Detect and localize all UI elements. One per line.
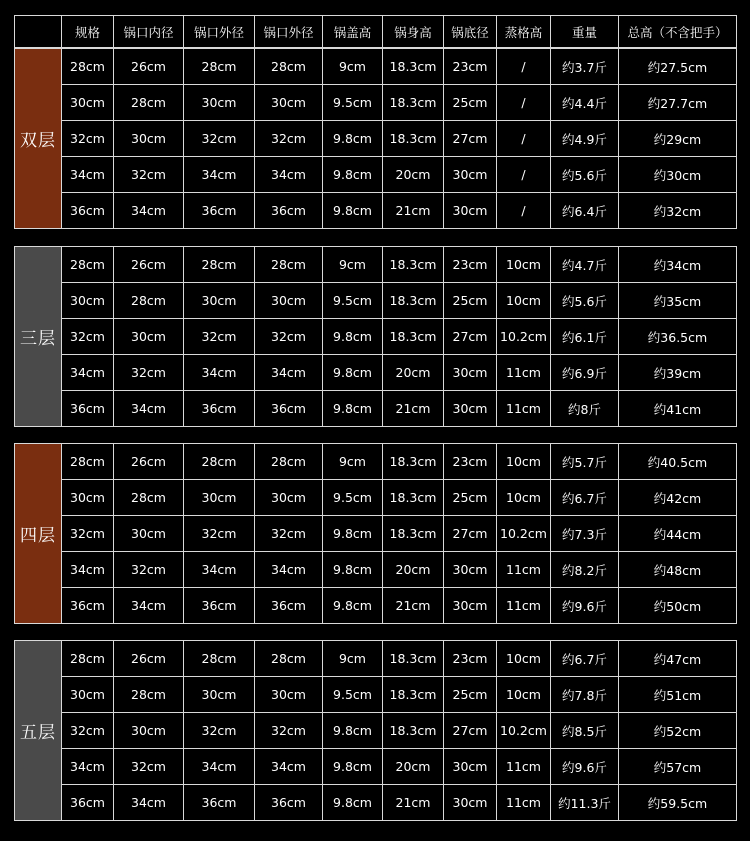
cell-base-diameter: 30cm [444, 552, 497, 588]
cell-base-diameter: 25cm [444, 283, 497, 319]
cell-weight: 约8.2斤 [551, 552, 619, 588]
cell-outer-diameter-2: 32cm [255, 319, 323, 355]
cell-steamer-height: 11cm [497, 552, 551, 588]
cell-inner-diameter: 32cm [114, 355, 184, 391]
cell-outer-diameter-2: 28cm [255, 247, 323, 283]
table-row [15, 749, 737, 785]
cell-base-diameter: 27cm [444, 516, 497, 552]
cell-steamer-height: 10.2cm [497, 319, 551, 355]
cell-outer-diameter: 34cm [184, 355, 255, 391]
cell-inner-diameter: 34cm [114, 588, 184, 624]
cell-outer-diameter: 30cm [184, 677, 255, 713]
cell-spec: 32cm [62, 516, 114, 552]
cell-weight: 约9.6斤 [551, 749, 619, 785]
cell-outer-diameter: 32cm [184, 713, 255, 749]
cell-base-diameter: 30cm [444, 391, 497, 427]
table-row [15, 552, 737, 588]
cell-weight: 约4.4斤 [551, 85, 619, 121]
cell-steamer-height: 10cm [497, 283, 551, 319]
cell-body-height: 21cm [383, 588, 444, 624]
cell-outer-diameter-2: 36cm [255, 785, 323, 821]
cell-body-height: 18.3cm [383, 283, 444, 319]
cell-body-height: 18.3cm [383, 247, 444, 283]
table-row [15, 480, 737, 516]
cell-spec: 28cm [62, 49, 114, 85]
cell-base-diameter: 25cm [444, 85, 497, 121]
header-outer-diameter: 锅口外径 [184, 16, 255, 48]
cell-base-diameter: 25cm [444, 677, 497, 713]
cell-weight: 约11.3斤 [551, 785, 619, 821]
cell-steamer-height: 10.2cm [497, 516, 551, 552]
header-corner [15, 16, 62, 48]
cell-outer-diameter-2: 36cm [255, 391, 323, 427]
cell-spec: 28cm [62, 247, 114, 283]
cell-total-height: 约27.5cm [619, 49, 737, 85]
header-lid-height: 锅盖高 [323, 16, 383, 48]
cell-lid-height: 9.8cm [323, 157, 383, 193]
cell-base-diameter: 27cm [444, 713, 497, 749]
cell-weight: 约6.7斤 [551, 480, 619, 516]
cell-body-height: 20cm [383, 355, 444, 391]
cell-body-height: 18.3cm [383, 49, 444, 85]
cell-body-height: 21cm [383, 193, 444, 229]
cell-total-height: 约39cm [619, 355, 737, 391]
table-row [15, 713, 737, 749]
cell-total-height: 约44cm [619, 516, 737, 552]
cell-lid-height: 9cm [323, 641, 383, 677]
cell-weight: 约8斤 [551, 391, 619, 427]
cell-base-diameter: 27cm [444, 121, 497, 157]
cell-lid-height: 9.8cm [323, 391, 383, 427]
cell-base-diameter: 23cm [444, 444, 497, 480]
header-spec: 规格 [62, 16, 114, 48]
cell-spec: 36cm [62, 785, 114, 821]
spec-group-table [14, 246, 737, 427]
cell-total-height: 约40.5cm [619, 444, 737, 480]
cell-spec: 30cm [62, 85, 114, 121]
cell-outer-diameter: 28cm [184, 444, 255, 480]
cell-outer-diameter-2: 28cm [255, 49, 323, 85]
cell-outer-diameter-2: 28cm [255, 444, 323, 480]
cell-outer-diameter: 30cm [184, 283, 255, 319]
table-row [15, 785, 737, 821]
cell-steamer-height: 10cm [497, 641, 551, 677]
cell-outer-diameter: 34cm [184, 157, 255, 193]
header-outer-diameter-2: 锅口外径 [255, 16, 323, 48]
cell-outer-diameter: 34cm [184, 552, 255, 588]
header-inner-diameter: 锅口内径 [114, 16, 184, 48]
cell-lid-height: 9.5cm [323, 480, 383, 516]
cell-lid-height: 9.8cm [323, 785, 383, 821]
cell-steamer-height: / [497, 157, 551, 193]
cell-total-height: 约34cm [619, 247, 737, 283]
cell-inner-diameter: 26cm [114, 247, 184, 283]
cell-inner-diameter: 32cm [114, 552, 184, 588]
group-label: 五层 [15, 641, 62, 821]
group-label: 三层 [15, 247, 62, 427]
cell-total-height: 约50cm [619, 588, 737, 624]
cell-body-height: 18.3cm [383, 713, 444, 749]
cell-inner-diameter: 34cm [114, 391, 184, 427]
cell-total-height: 约47cm [619, 641, 737, 677]
cell-steamer-height: 11cm [497, 588, 551, 624]
cell-outer-diameter-2: 30cm [255, 677, 323, 713]
cell-outer-diameter-2: 34cm [255, 552, 323, 588]
header-body-height: 锅身高 [383, 16, 444, 48]
cell-lid-height: 9.8cm [323, 552, 383, 588]
cell-inner-diameter: 30cm [114, 319, 184, 355]
cell-total-height: 约36.5cm [619, 319, 737, 355]
cell-inner-diameter: 26cm [114, 49, 184, 85]
cell-base-diameter: 27cm [444, 319, 497, 355]
cell-outer-diameter-2: 28cm [255, 641, 323, 677]
group-label: 双层 [15, 49, 62, 229]
header-base-diameter: 锅底径 [444, 16, 497, 48]
cell-inner-diameter: 32cm [114, 749, 184, 785]
cell-spec: 36cm [62, 588, 114, 624]
cell-steamer-height: 11cm [497, 749, 551, 785]
cell-outer-diameter-2: 30cm [255, 283, 323, 319]
cell-body-height: 21cm [383, 391, 444, 427]
cell-outer-diameter: 28cm [184, 49, 255, 85]
cell-lid-height: 9.8cm [323, 588, 383, 624]
cell-inner-diameter: 30cm [114, 713, 184, 749]
cell-outer-diameter-2: 36cm [255, 193, 323, 229]
cell-outer-diameter-2: 32cm [255, 516, 323, 552]
cell-spec: 28cm [62, 444, 114, 480]
cell-steamer-height: / [497, 49, 551, 85]
cell-steamer-height: / [497, 85, 551, 121]
table-row [15, 283, 737, 319]
spec-table-header [14, 15, 737, 48]
cell-base-diameter: 30cm [444, 588, 497, 624]
cell-base-diameter: 30cm [444, 355, 497, 391]
cell-weight: 约6.7斤 [551, 641, 619, 677]
cell-lid-height: 9.5cm [323, 283, 383, 319]
header-row [15, 16, 737, 48]
cell-steamer-height: 10cm [497, 247, 551, 283]
cell-inner-diameter: 28cm [114, 85, 184, 121]
cell-lid-height: 9.5cm [323, 677, 383, 713]
cell-inner-diameter: 34cm [114, 785, 184, 821]
cell-body-height: 20cm [383, 552, 444, 588]
table-row [15, 641, 737, 677]
cell-total-height: 约52cm [619, 713, 737, 749]
cell-steamer-height: / [497, 193, 551, 229]
cell-steamer-height: / [497, 121, 551, 157]
cell-weight: 约6.4斤 [551, 193, 619, 229]
table-row [15, 319, 737, 355]
cell-total-height: 约51cm [619, 677, 737, 713]
cell-steamer-height: 10.2cm [497, 713, 551, 749]
cell-outer-diameter: 28cm [184, 247, 255, 283]
table-row [15, 355, 737, 391]
cell-body-height: 18.3cm [383, 641, 444, 677]
cell-spec: 34cm [62, 355, 114, 391]
cell-outer-diameter: 36cm [184, 193, 255, 229]
cell-base-diameter: 23cm [444, 247, 497, 283]
cell-lid-height: 9.8cm [323, 749, 383, 785]
cell-spec: 28cm [62, 641, 114, 677]
cell-body-height: 18.3cm [383, 444, 444, 480]
cell-weight: 约7.8斤 [551, 677, 619, 713]
cell-base-diameter: 30cm [444, 193, 497, 229]
table-row [15, 85, 737, 121]
cell-outer-diameter-2: 34cm [255, 355, 323, 391]
table-row [15, 516, 737, 552]
cell-inner-diameter: 32cm [114, 157, 184, 193]
cell-inner-diameter: 30cm [114, 516, 184, 552]
cell-steamer-height: 11cm [497, 785, 551, 821]
cell-lid-height: 9.5cm [323, 85, 383, 121]
cell-spec: 36cm [62, 391, 114, 427]
cell-spec: 32cm [62, 713, 114, 749]
spec-group-table [14, 443, 737, 624]
cell-weight: 约8.5斤 [551, 713, 619, 749]
cell-lid-height: 9.8cm [323, 713, 383, 749]
cell-inner-diameter: 28cm [114, 677, 184, 713]
cell-outer-diameter: 32cm [184, 319, 255, 355]
cell-outer-diameter: 36cm [184, 391, 255, 427]
cell-inner-diameter: 26cm [114, 641, 184, 677]
cell-weight: 约7.3斤 [551, 516, 619, 552]
cell-spec: 34cm [62, 749, 114, 785]
cell-total-height: 约27.7cm [619, 85, 737, 121]
spec-group-table [14, 48, 737, 229]
cell-steamer-height: 10cm [497, 444, 551, 480]
cell-inner-diameter: 28cm [114, 283, 184, 319]
header-steamer-height: 蒸格高 [497, 16, 551, 48]
cell-spec: 36cm [62, 193, 114, 229]
cell-outer-diameter: 28cm [184, 641, 255, 677]
cell-spec: 32cm [62, 121, 114, 157]
spec-group-table [14, 640, 737, 821]
cell-outer-diameter-2: 34cm [255, 157, 323, 193]
cell-outer-diameter-2: 30cm [255, 480, 323, 516]
cell-total-height: 约57cm [619, 749, 737, 785]
cell-weight: 约6.1斤 [551, 319, 619, 355]
cell-outer-diameter: 32cm [184, 121, 255, 157]
cell-lid-height: 9.8cm [323, 193, 383, 229]
cell-body-height: 18.3cm [383, 319, 444, 355]
cell-outer-diameter-2: 34cm [255, 749, 323, 785]
cell-steamer-height: 10cm [497, 480, 551, 516]
cell-weight: 约4.9斤 [551, 121, 619, 157]
cell-body-height: 18.3cm [383, 677, 444, 713]
cell-lid-height: 9.8cm [323, 516, 383, 552]
cell-body-height: 20cm [383, 749, 444, 785]
cell-base-diameter: 23cm [444, 49, 497, 85]
cell-weight: 约5.6斤 [551, 157, 619, 193]
cell-body-height: 20cm [383, 157, 444, 193]
cell-weight: 约3.7斤 [551, 49, 619, 85]
cell-spec: 30cm [62, 480, 114, 516]
cell-base-diameter: 25cm [444, 480, 497, 516]
cell-lid-height: 9.8cm [323, 355, 383, 391]
cell-steamer-height: 11cm [497, 391, 551, 427]
cell-inner-diameter: 26cm [114, 444, 184, 480]
cell-spec: 30cm [62, 283, 114, 319]
cell-weight: 约4.7斤 [551, 247, 619, 283]
cell-body-height: 18.3cm [383, 121, 444, 157]
cell-total-height: 约32cm [619, 193, 737, 229]
cell-outer-diameter: 36cm [184, 588, 255, 624]
cell-outer-diameter-2: 36cm [255, 588, 323, 624]
table-row [15, 157, 737, 193]
cell-weight: 约6.9斤 [551, 355, 619, 391]
cell-outer-diameter: 30cm [184, 480, 255, 516]
cell-base-diameter: 30cm [444, 749, 497, 785]
cell-spec: 32cm [62, 319, 114, 355]
cell-outer-diameter: 34cm [184, 749, 255, 785]
cell-steamer-height: 10cm [497, 677, 551, 713]
cell-outer-diameter-2: 32cm [255, 713, 323, 749]
cell-total-height: 约41cm [619, 391, 737, 427]
group-label: 四层 [15, 444, 62, 624]
cell-total-height: 约30cm [619, 157, 737, 193]
cell-outer-diameter: 36cm [184, 785, 255, 821]
cell-spec: 30cm [62, 677, 114, 713]
cell-lid-height: 9cm [323, 49, 383, 85]
cell-body-height: 18.3cm [383, 480, 444, 516]
cell-base-diameter: 23cm [444, 641, 497, 677]
cell-outer-diameter-2: 32cm [255, 121, 323, 157]
cell-total-height: 约42cm [619, 480, 737, 516]
cell-inner-diameter: 28cm [114, 480, 184, 516]
table-row [15, 391, 737, 427]
cell-inner-diameter: 34cm [114, 193, 184, 229]
cell-lid-height: 9cm [323, 247, 383, 283]
cell-total-height: 约35cm [619, 283, 737, 319]
cell-outer-diameter: 32cm [184, 516, 255, 552]
cell-lid-height: 9.8cm [323, 319, 383, 355]
cell-weight: 约5.7斤 [551, 444, 619, 480]
table-row [15, 193, 737, 229]
cell-spec: 34cm [62, 157, 114, 193]
cell-base-diameter: 30cm [444, 157, 497, 193]
cell-weight: 约9.6斤 [551, 588, 619, 624]
cell-total-height: 约48cm [619, 552, 737, 588]
table-row [15, 444, 737, 480]
cell-outer-diameter-2: 30cm [255, 85, 323, 121]
cell-body-height: 21cm [383, 785, 444, 821]
table-row [15, 49, 737, 85]
header-weight: 重量 [551, 16, 619, 48]
cell-inner-diameter: 30cm [114, 121, 184, 157]
cell-lid-height: 9.8cm [323, 121, 383, 157]
table-row [15, 677, 737, 713]
cell-weight: 约5.6斤 [551, 283, 619, 319]
cell-base-diameter: 30cm [444, 785, 497, 821]
header-total-height: 总高（不含把手） [619, 16, 737, 48]
cell-total-height: 约59.5cm [619, 785, 737, 821]
cell-lid-height: 9cm [323, 444, 383, 480]
table-row [15, 121, 737, 157]
cell-steamer-height: 11cm [497, 355, 551, 391]
cell-total-height: 约29cm [619, 121, 737, 157]
table-row [15, 588, 737, 624]
cell-body-height: 18.3cm [383, 516, 444, 552]
cell-spec: 34cm [62, 552, 114, 588]
table-row [15, 247, 737, 283]
cell-body-height: 18.3cm [383, 85, 444, 121]
cell-outer-diameter: 30cm [184, 85, 255, 121]
